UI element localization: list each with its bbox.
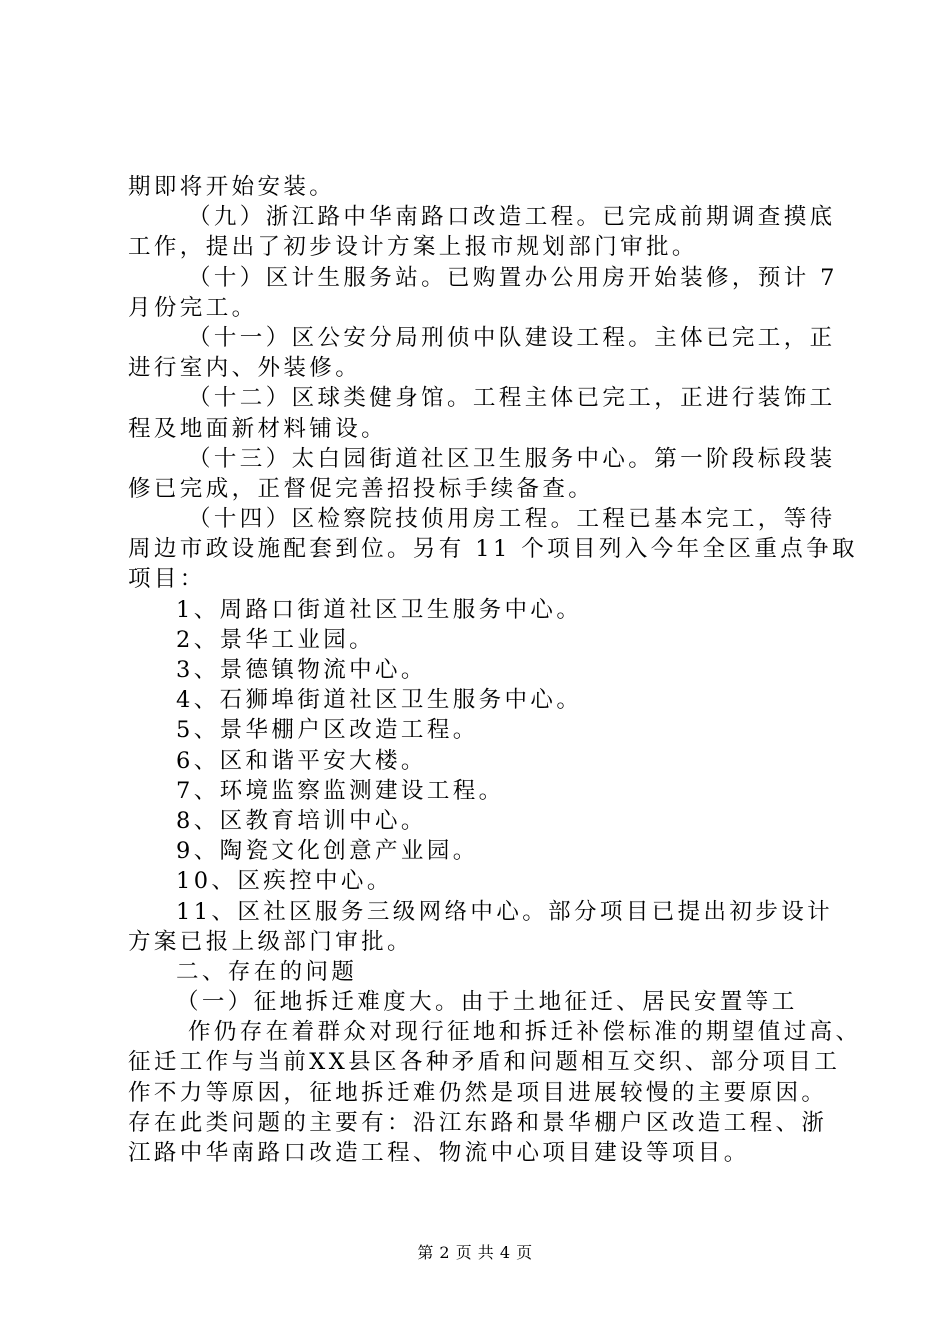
text-line: 2、景华工业园。 [176,626,376,653]
text-line: 方案已报上级部门审批。 [128,928,413,955]
text-line: 3、景德镇物流中心。 [176,657,427,683]
text-line: 二、存在的问题 [176,958,358,985]
text-line: 1、周路口街道社区卫生服务中心。 [176,596,583,623]
page-footer: 第 2 页 共 4 页 [417,1243,533,1262]
text-line: （十四）区检察院技侦用房工程。工程已基本完工，等待 [188,506,836,533]
text-line: 项目： [128,566,206,593]
text-line: 进行室内、外装修。 [128,355,362,382]
text-line: （十）区计生服务站。已购置办公用房开始装修，预计 7 [188,264,838,291]
text-line: 程及地面新材料铺设。 [128,415,388,442]
text-line: 6、区和谐平安大楼。 [176,747,427,774]
text-line: 作仍存在着群众对现行征地和拆迁补偿标准的期望值过高、 [188,1019,862,1046]
text-line: 修已完成，正督促完善招投标手续备查。 [128,475,595,502]
text-line: 存在此类问题的主要有：沿江东路和景华棚户区改造工程、浙 [128,1109,828,1136]
text-line: 作不力等原因，征地拆迁难仍然是项目进展较慢的主要原因。 [128,1079,828,1106]
text-line: （十二）区球类健身馆。工程主体已完工，正进行装饰工 [188,385,836,412]
text-line: 7、环境监察监测建设工程。 [176,777,505,804]
text-line: 8、区教育培训中心。 [176,807,427,834]
text-line: 工作，提出了初步设计方案上报市规划部门审批。 [128,234,698,261]
text-line: 期即将开始安装。 [128,174,336,200]
text-line: （九）浙江路中华南路口改造工程。已完成前期调查摸底 [188,204,836,231]
text-line: （十三）太白园街道社区卫生服务中心。第一阶段标段装 [188,445,836,472]
text-line: 5、景华棚户区改造工程。 [176,717,479,744]
text-line: （一）征地拆迁难度大。由于土地征迁、居民安置等工 [176,989,798,1016]
text-line: 周边市政设施配套到位。另有 11 个项目列入今年全区重点争取 [128,536,858,563]
document-body [128,172,862,1168]
text-line: 征迁工作与当前XX县区各种矛盾和问题相互交织、部分项目工 [128,1049,841,1076]
text-line: 江路中华南路口改造工程、物流中心项目建设等项目。 [128,1140,750,1166]
text-line: 10、区疾控中心。 [176,868,393,895]
text-line: 9、陶瓷文化创意产业园。 [176,838,479,865]
text-line: 11、区社区服务三级网络中心。部分项目已提出初步设计 [176,898,834,925]
text-line: （十一）区公安分局刑侦中队建设工程。主体已完工，正 [188,324,836,351]
text-line: 月份完工。 [128,294,258,321]
text-line: 4、石狮埠街道社区卫生服务中心。 [176,687,583,714]
